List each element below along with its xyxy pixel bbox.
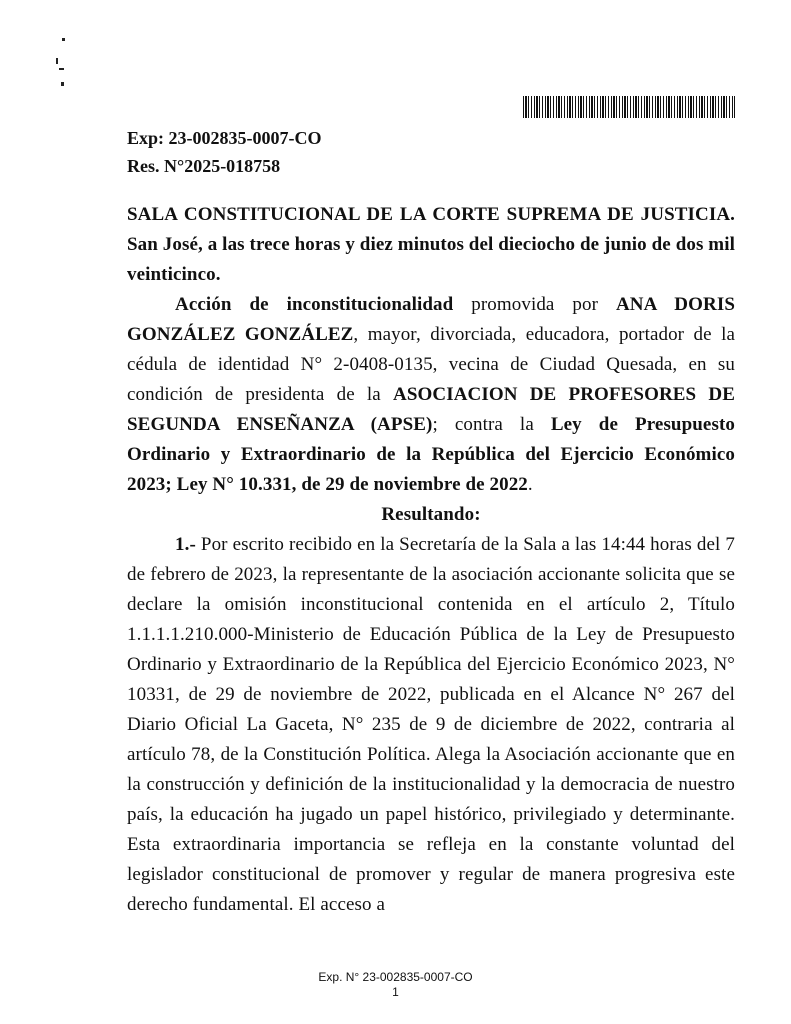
expediente-number: Exp: 23-002835-0007-CO — [127, 128, 322, 148]
date-text: San José, a las trece horas y diez minutos del dieciocho de junio de dos mil veinticinco. — [127, 234, 735, 285]
case-header — [127, 124, 322, 180]
resultando-heading: Resultando: — [381, 504, 481, 525]
barcode — [523, 96, 735, 118]
accion-text-1: promovida por — [453, 294, 616, 315]
accion-title: Acción de inconstitucionalidad — [175, 294, 454, 315]
page-footer — [0, 970, 791, 1000]
resultando-text: Por escrito recibido en la Secretaría de la Sala a las 14:44 horas del 7 de febrero de 2023, la representante de la asociación accionante solicita que se declare la omisión inconstitucional contenida en el artículo 2, Título 1.1.1.1.210.000-Ministerio de Educación Pública de la Ley de Presupuesto Ordinario y Extraordinario de la República del Ejercicio Económico 2023, N° 10331, de 29 de noviembre de 2022, publicada en el Alcance N° 267 del Diario Oficial La Gaceta, N° 235 de 9 de diciembre de 2022, contraria al artículo 78, de la Constitución Política. Alega la Asociación accionante que en la construcción y definición de la institucionalidad y la democracia de nuestro país, la educación ha jugado un papel histórico, privilegiado y determinante. Esta extraordinaria importancia se refleja en la constante voluntad del legislador constitucional de promover y regular de manera progresiva este derecho fundamental. El acceso a — [127, 534, 735, 915]
ley-name: Ley de Presupuesto Ordinario y Extraordinario de la República del Ejercicio Económico 2023; Ley N° 10.331, de 29 de noviembre de 2022 — [127, 414, 735, 495]
paragraph-number: 1.- — [175, 534, 196, 555]
asociacion-name: ASOCIACION DE PROFESORES DE SEGUNDA ENSEÑANZA (APSE) — [127, 384, 735, 435]
page-number: 1 — [392, 985, 399, 999]
accion-paragraph — [127, 290, 735, 500]
document-body — [127, 200, 735, 920]
court-name: SALA CONSTITUCIONAL DE LA CORTE SUPREMA DE JUSTICIA. — [127, 204, 735, 225]
intro-paragraph — [127, 200, 735, 290]
scan-marks — [46, 34, 66, 94]
accion-text-3: ; contra la — [432, 414, 551, 435]
accion-text-2: , mayor, divorciada, educadora, portador de la cédula de identidad N° 2-0408-0135, vecina de Ciudad Quesada, en su condición de presidenta de la — [127, 324, 735, 405]
resultando-paragraph-1 — [127, 530, 735, 920]
resolution-number: Res. N°2025-018758 — [127, 156, 281, 176]
promovente-name: ANA DORIS GONZÁLEZ GONZÁLEZ — [127, 294, 735, 345]
accion-text-4: . — [527, 474, 533, 495]
footer-expediente: Exp. N° 23-002835-0007-CO — [318, 970, 473, 984]
